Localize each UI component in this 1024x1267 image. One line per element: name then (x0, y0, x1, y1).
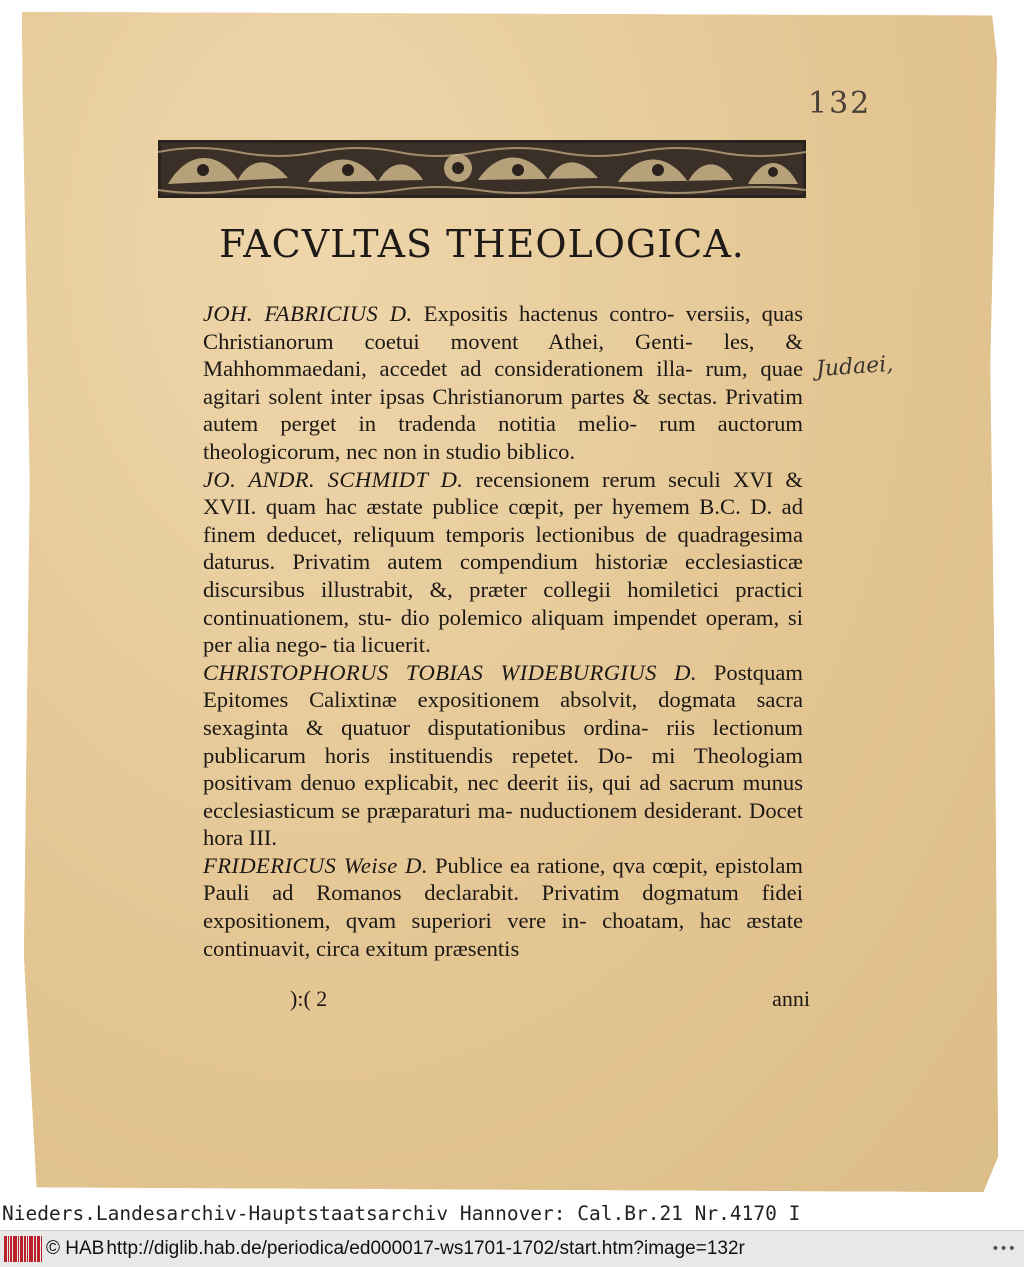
archive-caption: Nieders.Landesarchiv-Hauptstaatsarchiv Hannover: Cal.Br.21 Nr.4170 I (0, 1200, 1024, 1228)
signature-mark: ):( 2 (290, 986, 328, 1011)
body-text (163, 300, 803, 962)
text-line: cœpit, epistolam Pauli ad Romanos declarabit. Privatim (203, 852, 803, 906)
text-line: iis, qui ad sacrum munus ecclesiasticum se præparaturi ma- (203, 770, 803, 823)
text-line: les, & Mahhommaedani, accedet ad considerationem illa- (203, 328, 803, 382)
page-number: 132 (808, 86, 872, 121)
text-line: mi Theologiam positivam denuo explicabit, nec deerit (203, 742, 803, 796)
text-line: choatam, hac æstate continuavit, circa exitum præsentis (203, 908, 804, 961)
professor-name: JOH. FABRICIUS D. (203, 301, 413, 326)
page-title: FACVLTAS THEOLOGICA. (219, 222, 745, 266)
handwritten-margin-note: Judaei, (815, 351, 895, 383)
more-icon[interactable]: ••• (991, 1241, 1016, 1257)
woodcut-ornament-banner (158, 140, 806, 198)
text-line: Postquam Epitomes Calixtinæ expositionem absolvit, (203, 659, 803, 713)
text-line: rum auctorum theologicorum, nec non in studio biblico. (203, 411, 803, 464)
text-line: riis lectionum publicarum horis instituendis repetet. Do- (203, 714, 803, 768)
text-line: compendium historiæ ecclesiasticæ discursibus illustrabit, (203, 549, 803, 602)
footer-bar (0, 1230, 1024, 1267)
professor-name: CHRISTOPHORUS TOBIAS WIDEBURGIUS D. (203, 659, 697, 685)
text-line: seculi XVI & XVII. quam hac æstate publice cœpit, per (203, 466, 803, 520)
text-line: hyemem B.C. D. ad finem deducet, reliquum temporis (203, 494, 803, 547)
professor-name: JO. ANDR. SCHMIDT D. (203, 466, 464, 492)
text-line: recensionem rerum (475, 466, 656, 492)
text-line: rum, quae agitari solent inter ipsas Christianorum partes (203, 356, 803, 409)
hab-logo-icon (4, 1236, 44, 1262)
text-line: lectionibus de quadragesima daturus. Privatim autem (203, 521, 803, 575)
text-line: dogmata sacra sexaginta & quatuor disputationibus ordina- (203, 687, 803, 740)
text-line: versiis, quas Christianorum coetui movent Athei, Genti- (203, 301, 803, 354)
text-line: tia licuerit. (332, 632, 431, 658)
text-line: Expositis hactenus contro- (423, 301, 675, 326)
text-line: dogmatum fidei expositionem, qvam superiori vere in- (203, 880, 803, 934)
entry-fabricius (163, 300, 803, 466)
catchword: anni (772, 986, 810, 1011)
copyright-label: © HAB (46, 1238, 105, 1259)
entry-schmidt (163, 466, 803, 659)
text-line: & sectas. Privatim autem perget in tradenda notitia melio- (203, 383, 803, 437)
professor-name: FRIDERICUS Weise D. (203, 852, 428, 878)
text-line: &, præter collegii homiletici practici continuationem, stu- (203, 576, 803, 630)
entry-wideburgius (163, 659, 803, 852)
text-line: nuductionem desiderant. Docet hora III. (203, 797, 803, 851)
entry-weise (163, 852, 803, 962)
permalink-url[interactable]: http://diglib.hab.de/periodica/ed000017-ws1701-1702/start.htm?image=132r (106, 1238, 745, 1259)
text-line: Publice ea ratione, qva (434, 852, 646, 878)
text-line: dio polemico aliquam impendet operam, si per alia nego- (203, 604, 803, 658)
